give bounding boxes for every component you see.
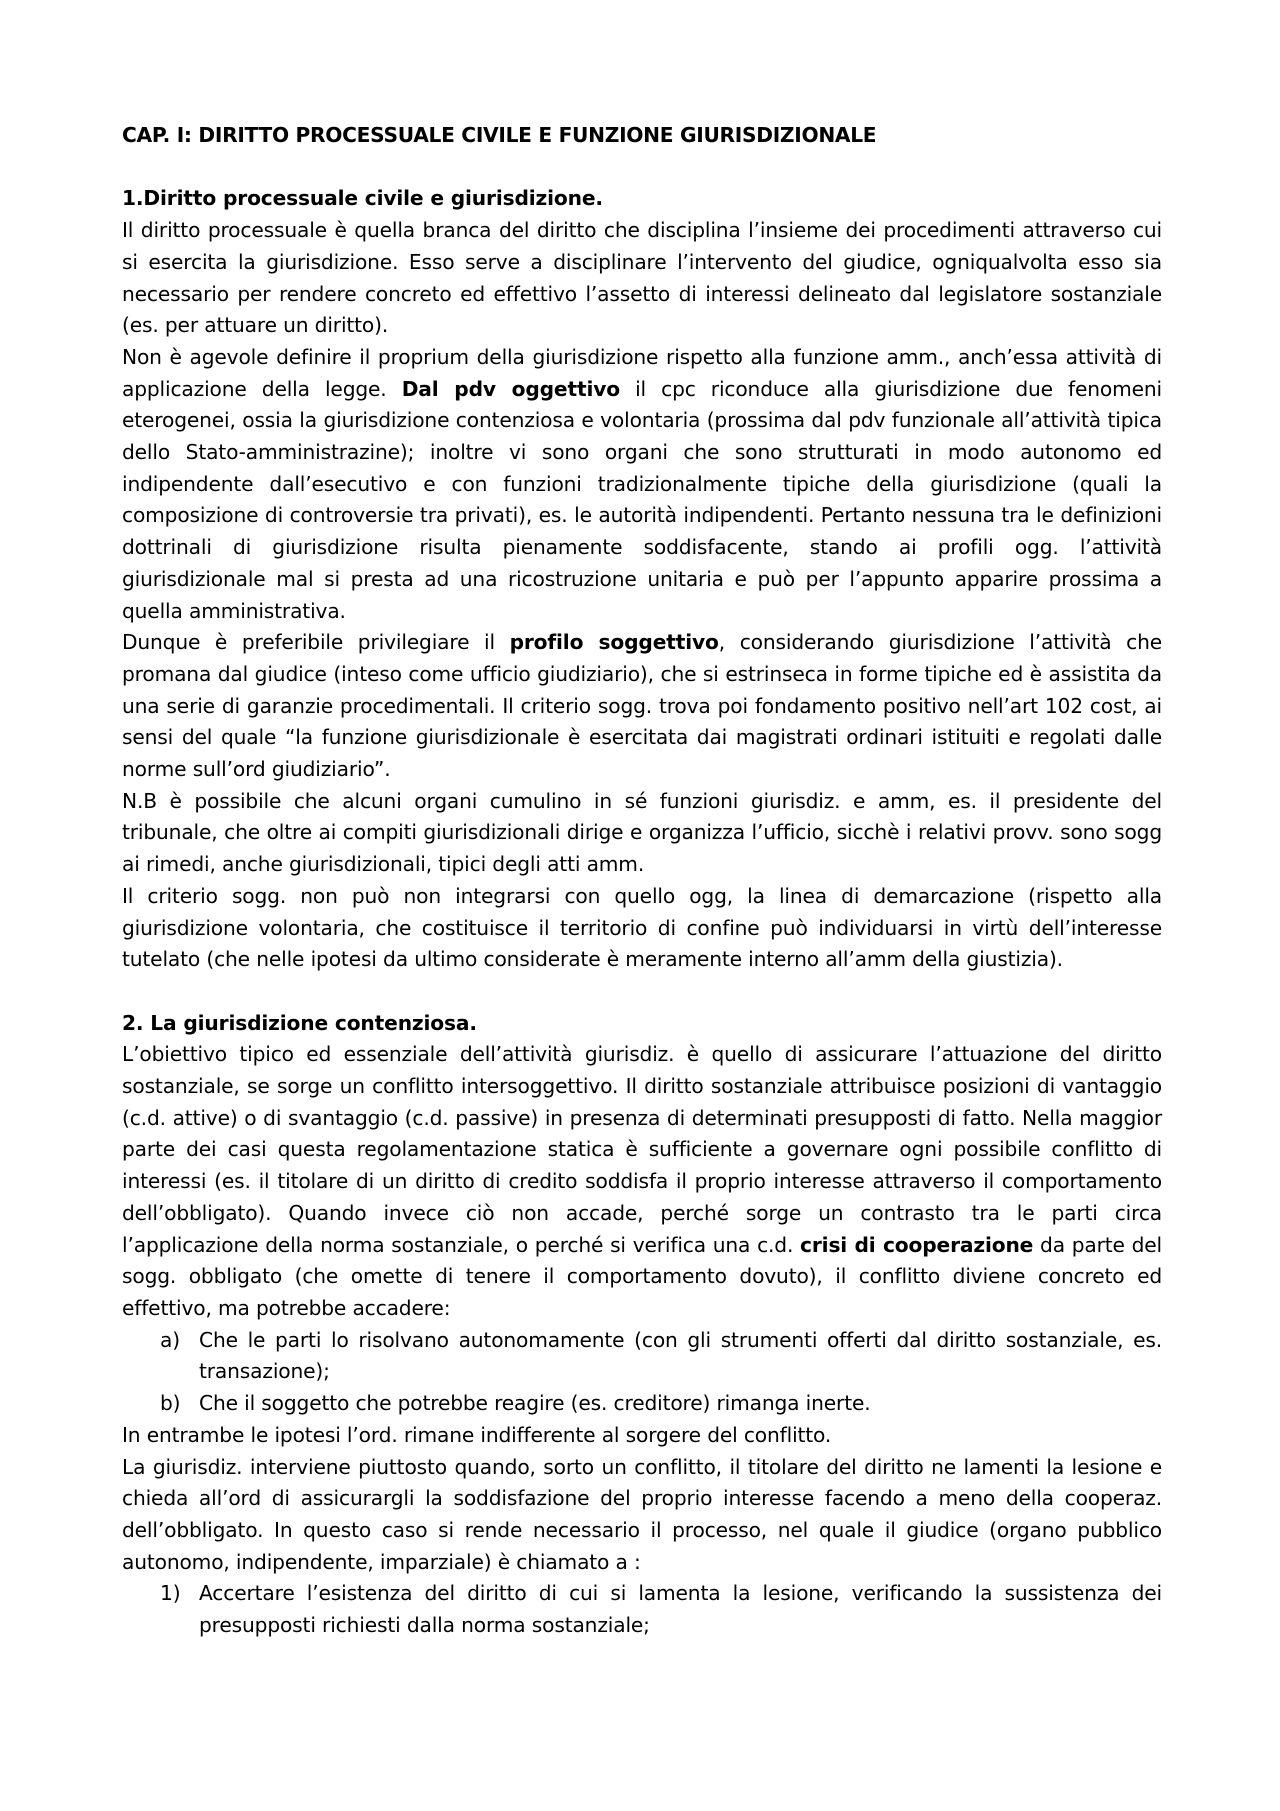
list-item: [122, 1325, 1162, 1388]
paragraph: [122, 342, 1162, 627]
lettered-list: [122, 1325, 1162, 1420]
numbered-list: [122, 1578, 1162, 1641]
chapter-title: CAP. I: DIRITTO PROCESSUALE CIVILE E FUNZIONE GIURISDIZIONALE: [122, 123, 877, 147]
paragraph-text: il cpc riconduce alla giurisdizione due fenomeni eterogenei, ossia la giurisdizione contenziosa e volontaria (prossima dal pdv funzionale all’attività tipica dello Stato-amministrazine); inoltre vi sono organi che sono strutturati in modo autonomo ed indipendente dall’esecutivo e con funzioni tradizionalmente tipiche della giurisdizione (quali la composizione di controversie tra privati), es. le autorità indipendenti. Pertanto nessuna tra le definizioni dottrinali di giurisdizione risulta pienamente soddisfacente, stando ai profili ogg. l’attività giurisdizionale mal si presta ad una ricostruzione unitaria e può per l’appunto apparire prossima a quella amministrativa.: [122, 376, 1162, 623]
paragraph: La giurisdiz. interviene piuttosto quando, sorto un conflitto, il titolare del diritto ne lamenti la lesione e chieda all’ord di assicurargli la soddisfazione del proprio interesse facendo a meno della cooperaz. dell’obbligato. In questo caso si rende necessario il processo, nel quale il giudice (organo pubblico autonomo, indipendente, imparziale) è chiamato a :: [122, 1454, 1162, 1574]
document-body: [122, 120, 1162, 1642]
paragraph-text: L’obiettivo tipico ed essenziale dell’attività giurisdiz. è quello di assicurare l’attuazione del diritto sostanziale, se sorge un conflitto intersoggettivo. Il diritto sostanziale attribuisce posizioni di vantaggio (c.d. attive) o di svantaggio (c.d. passive) in presenza di determinati presupposti di fatto. Nella maggior parte dei casi questa regolamentazione statica è sufficiente a governare ogni possibile conflitto di interessi (es. il titolare di un diritto di credito soddisfa il proprio interesse attraverso il comportamento dell’obbligato). Quando invece ciò non accade, perché sorge un contrasto tra le parti circa l’applicazione della norma sostanziale, o perché si verifica una c.d.: [122, 1042, 1162, 1257]
paragraph-text: da parte del sogg. obbligato (che omette di tenere il comportamento dovuto), il conflitto diviene concreto ed effettivo, ma potrebbe accadere:: [122, 1232, 1162, 1320]
paragraph-text: Dunque è preferibile privilegiare il: [122, 630, 510, 655]
paragraph: N.B è possibile che alcuni organi cumulino in sé funzioni giurisdiz. e amm, es. il presidente del tribunale, che oltre ai compiti giurisdizionali dirige e organizza l’ufficio, sicchè i relativi provv. sono sogg ai rimedi, anche giurisdizionali, tipici degli atti amm.: [122, 788, 1162, 877]
section-2-heading: 2. La giurisdizione contenziosa.: [122, 1010, 477, 1035]
bold-phrase: crisi di cooperazione: [800, 1232, 1034, 1257]
list-item-text: Che il soggetto che potrebbe reagire (es. creditore) rimanga inerte.: [199, 1391, 871, 1416]
bold-phrase: Dal pdv oggettivo: [401, 376, 620, 401]
list-item-text: Accertare l’esistenza del diritto di cui si lamenta la lesione, verificando la sussistenza dei presupposti richiesti dalla norma sostanziale;: [199, 1581, 1162, 1638]
list-item-text: Che le parti lo risolvano autonomamente (con gli strumenti offerti dal diritto sostanziale, es. transazione);: [199, 1327, 1162, 1384]
paragraph: [122, 627, 1162, 786]
list-item: [122, 1578, 1162, 1641]
list-item: [122, 1388, 1162, 1420]
paragraph: In entrambe le ipotesi l’ord. rimane indifferente al sorgere del conflitto.: [122, 1422, 832, 1447]
paragraph: Il criterio sogg. non può non integrarsi con quello ogg, la linea di demarcazione (rispetto alla giurisdizione volontaria, che costituisce il territorio di confine può individuarsi in virtù dell’interesse tutelato (che nelle ipotesi da ultimo considerate è meramente interno all’amm della giustizia).: [122, 883, 1162, 972]
paragraph: [122, 1039, 1162, 1324]
section-1-heading: 1.Diritto processuale civile e giurisdizione.: [122, 186, 603, 211]
bold-phrase: profilo soggettivo: [509, 630, 719, 655]
list-marker: 1): [160, 1581, 181, 1606]
spacer: [122, 976, 1162, 1008]
paragraph-text: , considerando giurisdizione l’attività che promana dal giudice (inteso come ufficio giudiziario), che si estrinseca in forme tipiche ed è assistita da una serie di garanzie procedimentali. Il criterio sogg. trova poi fondamento positivo nell’art 102 cost, ai sensi del quale “la funzione giurisdizionale è esercitata dai magistrati ordinari istituiti e regolati dalle norme sull’ord giudiziario”.: [122, 630, 1162, 782]
paragraph: Il diritto processuale è quella branca del diritto che disciplina l’insieme dei procedimenti attraverso cui si esercita la giurisdizione. Esso serve a disciplinare l’intervento del giudice, ogniqualvolta esso sia necessario per rendere concreto ed effettivo l’assetto di interessi delineato dal legislatore sostanziale (es. per attuare un diritto).: [122, 218, 1162, 338]
list-marker: b): [160, 1391, 181, 1416]
list-marker: a): [160, 1327, 180, 1352]
paragraph-text: Non è agevole definire il proprium della giurisdizione rispetto alla funzione amm., anch’essa attività di applicazione della legge.: [122, 344, 1162, 401]
